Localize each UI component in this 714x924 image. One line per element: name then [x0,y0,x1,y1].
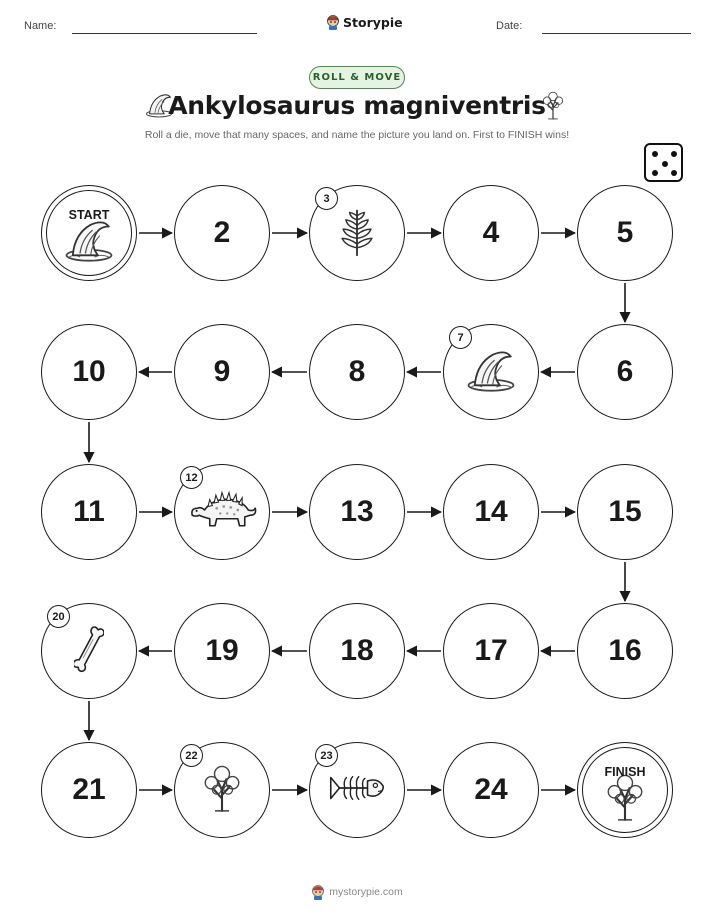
footer-url: mystorypie.com [329,886,403,898]
space-number: 2 [213,216,231,249]
space-5 [577,185,673,281]
space-number-tag: 22 [180,744,203,767]
space-number: 15 [608,495,642,528]
space-4 [443,185,539,281]
instructions: Roll a die, move that many spaces, and name the picture you land on. First to FINISH wins! [144,129,570,141]
space-number: 17 [474,634,508,667]
space-number: 24 [474,773,508,806]
space-10 [41,324,137,420]
space-number: 16 [608,634,642,667]
space-18 [309,603,405,699]
fish-skeleton-icon [329,771,385,809]
space-label: FINISH [604,765,646,779]
name-label: Name: [24,20,57,32]
space-24 [443,742,539,838]
space-number: 10 [72,355,106,388]
space-13 [309,464,405,560]
brand-name: Storypie [343,14,403,30]
space-start [41,185,137,281]
space-number: 13 [340,495,374,528]
space-20 [41,603,137,699]
space-number-tag: 7 [449,326,472,349]
space-22 [174,742,270,838]
tree-icon [200,763,244,817]
claw-icon [464,347,518,397]
game-type-badge: ROLL & MOVE [309,66,405,89]
space-number-tag: 12 [180,466,203,489]
storypie-mascot-icon [311,884,325,900]
space-14 [443,464,539,560]
space-11 [41,464,137,560]
space-3 [309,185,405,281]
date-label: Date: [496,20,523,32]
space-number: 14 [474,495,508,528]
space-number-tag: 3 [315,187,338,210]
fern-icon [337,205,377,261]
bone-icon [74,624,104,678]
space-7 [443,324,539,420]
space-6 [577,324,673,420]
space-2 [174,185,270,281]
space-number: 18 [340,634,374,667]
space-17 [443,603,539,699]
space-number: 6 [616,355,634,388]
space-19 [174,603,270,699]
space-12 [174,464,270,560]
page-title: Ankylosaurus magniventris [168,91,546,120]
space-number: 4 [482,216,500,249]
space-number: 21 [72,773,106,806]
space-number: 19 [205,634,239,667]
space-16 [577,603,673,699]
space-number: 11 [73,495,105,528]
space-21 [41,742,137,838]
space-label: START [68,208,110,222]
tree-icon [603,772,647,826]
space-number: 5 [616,216,634,249]
space-23 [309,742,405,838]
space-15 [577,464,673,560]
space-9 [174,324,270,420]
ankylosaurus-icon [187,489,257,535]
footer [0,884,714,900]
space-number-tag: 20 [47,605,70,628]
space-number: 8 [348,355,366,388]
space-number: 9 [213,355,231,388]
space-number-tag: 23 [315,744,338,767]
claw-icon [62,217,116,267]
space-finish [577,742,673,838]
space-8 [309,324,405,420]
